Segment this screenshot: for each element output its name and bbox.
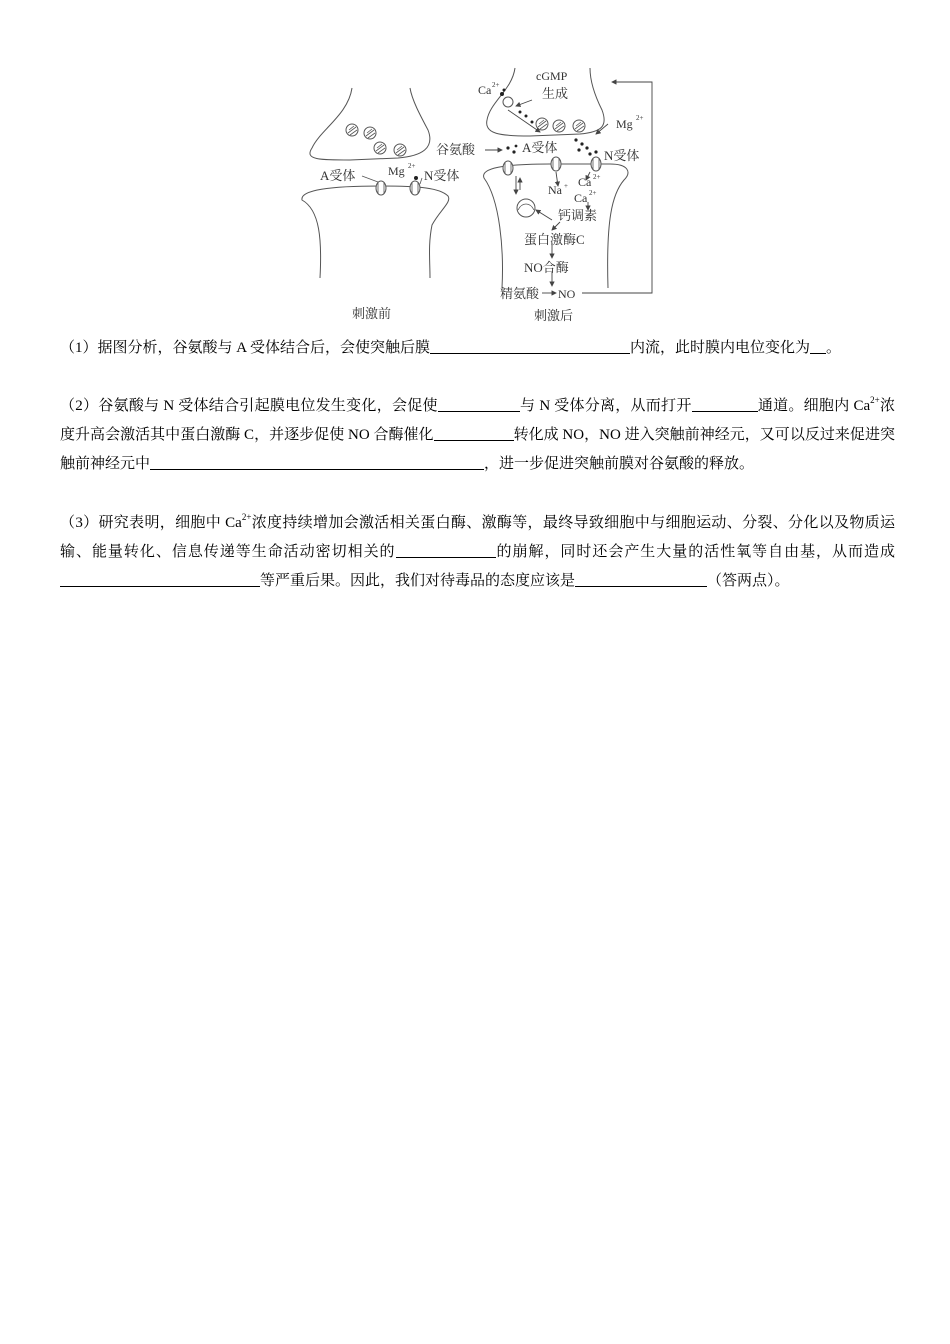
vesicle xyxy=(374,142,386,154)
no-label: NO xyxy=(558,287,576,301)
n-receptor-label-left: N受体 xyxy=(424,168,460,183)
answer-blank[interactable] xyxy=(150,452,484,470)
q3-text-part4: 等严重后果。因此，我们对待毒品的态度应该是 xyxy=(260,573,576,589)
mg-label-right: Mg xyxy=(616,117,633,131)
q2-text-part1: （2）谷氨酸与 N 受体结合引起膜电位发生变化，会促使 xyxy=(60,398,438,414)
answer-blank[interactable] xyxy=(575,569,707,587)
a-receptor-label-right: A受体 xyxy=(522,140,558,155)
vesicle xyxy=(553,120,565,132)
vesicle xyxy=(364,127,376,139)
vesicle xyxy=(573,120,585,132)
answer-blank[interactable] xyxy=(438,394,520,412)
charge-label: 2+ xyxy=(593,173,601,181)
q2-text-part5: 转化成 NO，NO 进入突触前神经元，又可以反过来促进突触前神经元中 xyxy=(60,427,895,472)
postsynaptic-membrane-left xyxy=(302,186,449,278)
question-1 xyxy=(60,334,895,363)
mg-label-left: Mg xyxy=(388,164,405,178)
before-stimulation-label: 刺激前 xyxy=(352,306,392,321)
q3-text-part3: 的崩解，同时还会产生大量的活性氧等自由基，从而造成 xyxy=(495,544,895,560)
vesicles-left xyxy=(346,124,406,156)
glutamate-label: 谷氨酸 xyxy=(436,142,476,157)
calmodulin-label: 钙调素 xyxy=(558,208,598,223)
a-receptor-channel-left xyxy=(376,181,386,195)
q2-text-part6: ，进一步促进突触前膜对谷氨酸的释放。 xyxy=(484,456,755,472)
q2-text-part4: 浓度升高会激活其中蛋白激酶 C，并逐步促使 NO 合酶催化 xyxy=(60,398,895,443)
a-receptor-channel-right xyxy=(503,157,561,175)
n-receptor-channel-left xyxy=(410,176,420,195)
vesicle xyxy=(536,118,548,130)
protein-kinase-c-label: 蛋白激酶C xyxy=(524,232,585,247)
q1-text-part2: 内流，此时膜内电位变化为 xyxy=(630,340,811,356)
ca-label-mid: Ca xyxy=(578,175,592,189)
na-label: Na xyxy=(548,183,562,197)
charge-label: 2+ xyxy=(408,162,416,170)
vesicle xyxy=(503,97,513,107)
superscript: 2+ xyxy=(870,395,880,405)
q3-text-part2: 浓度持续增加会激活相关蛋白酶、激酶等，最终导致细胞中与细胞运动、分裂、分化以及物质运输、能量转化、信息传递等生命活动密切相关的 xyxy=(60,515,895,560)
synapse-diagram xyxy=(290,60,670,330)
n-receptor-channel-right xyxy=(591,157,601,171)
ca-label-mid2: Ca xyxy=(574,191,588,205)
answer-blank[interactable] xyxy=(692,394,758,412)
cgmp-label: cGMP xyxy=(536,69,568,83)
question-2 xyxy=(60,392,895,479)
charge-label: + xyxy=(564,182,568,190)
answer-blank[interactable] xyxy=(60,569,260,587)
charge-label: 2+ xyxy=(492,81,500,89)
after-stimulation-label: 刺激后 xyxy=(534,308,574,323)
superscript: 2+ xyxy=(241,512,252,522)
vesicle xyxy=(394,144,406,156)
answer-blank[interactable] xyxy=(396,540,496,558)
answer-blank[interactable] xyxy=(434,423,514,441)
q1-text-part3: 。 xyxy=(826,340,842,356)
q3-text-part1: （3）研究表明，细胞中 Ca xyxy=(60,515,242,531)
presynaptic-terminal-left xyxy=(310,88,430,160)
q2-text-part2: 与 N 受体分离，从而打开 xyxy=(519,398,692,414)
ca-label-top: Ca xyxy=(478,83,492,97)
no-synthase-label: NO合酶 xyxy=(524,260,569,275)
answer-blank[interactable] xyxy=(810,336,826,354)
vesicle xyxy=(346,124,358,136)
q2-text-part3: 通道。细胞内 Ca xyxy=(757,398,871,414)
answer-blank[interactable] xyxy=(430,336,630,354)
n-receptor-label-right: N受体 xyxy=(604,148,640,163)
generate-label: 生成 xyxy=(542,86,569,101)
arginine-label: 精氨酸 xyxy=(500,286,540,301)
charge-label: 2+ xyxy=(589,189,597,197)
q3-text-part5: （答两点）。 xyxy=(707,573,790,589)
calmodulin-complex xyxy=(517,199,535,217)
q1-text-part1: （1）据图分析，谷氨酸与 A 受体结合后，会使突触后膜 xyxy=(60,340,431,356)
charge-label: 2+ xyxy=(636,114,644,122)
a-receptor-label-left: A受体 xyxy=(320,168,356,183)
question-3 xyxy=(60,509,895,596)
